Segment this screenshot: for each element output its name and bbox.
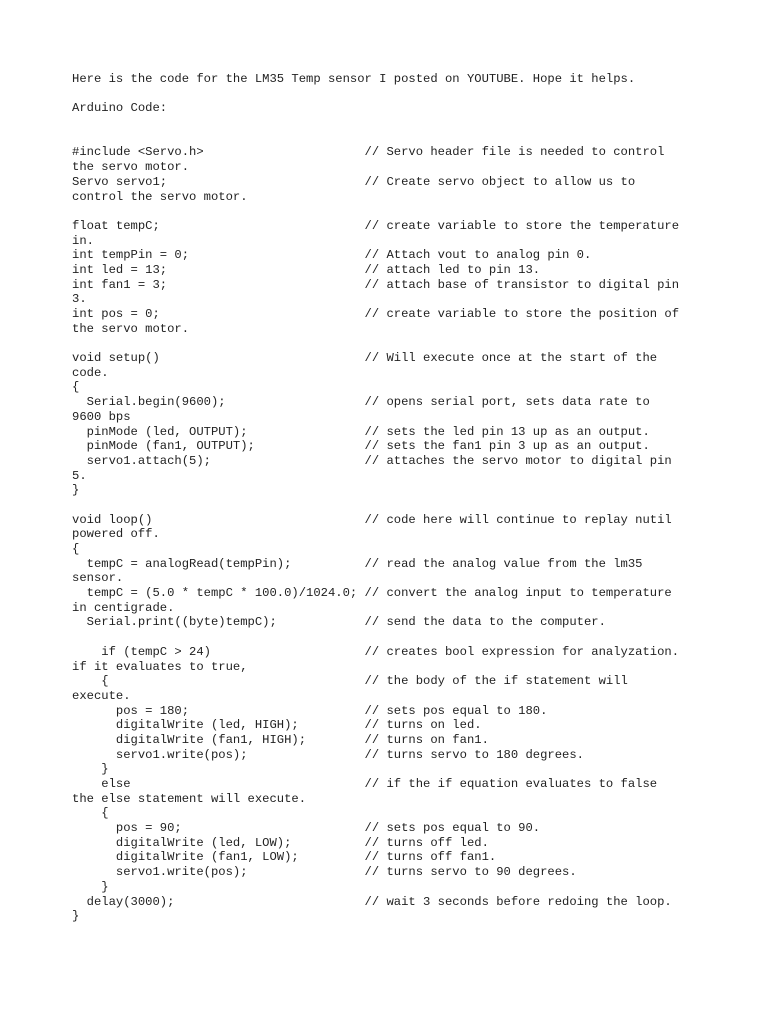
text-line: sensor.: [72, 571, 124, 586]
text-line: 5.: [72, 468, 87, 483]
text-line: control the servo motor.: [72, 189, 248, 204]
text-line: tempC = (5.0 * tempC * 100.0)/1024.0; // convert the analog input to temperature: [72, 586, 672, 601]
text-line: digitalWrite (led, LOW); // turns off led.: [72, 835, 489, 850]
text-line: float tempC; // create variable to store the temperature: [72, 218, 680, 233]
blank-line: [72, 131, 752, 146]
text-line: { // the body of the if statement will: [72, 674, 628, 689]
text-line: servo1.write(pos); // turns servo to 90 degrees.: [72, 865, 577, 880]
text-line: code.: [72, 365, 109, 380]
text-line: pinMode (fan1, OUTPUT); // sets the fan1 pin 3 up as an output.: [72, 439, 650, 454]
text-line: digitalWrite (fan1, HIGH); // turns on fan1.: [72, 732, 489, 747]
text-line: tempC = analogRead(tempPin); // read the analog value from the lm35: [72, 556, 643, 571]
text-line: powered off.: [72, 527, 160, 542]
text-line: void setup() // Will execute once at the start of the: [72, 351, 658, 366]
text-line: int pos = 0; // create variable to store the position of: [72, 307, 680, 321]
text-line: {: [72, 380, 80, 395]
document-body: [72, 72, 752, 924]
text-line: the servo motor.: [72, 160, 190, 175]
text-line: execute.: [72, 688, 131, 703]
text-line: {: [72, 542, 80, 556]
text-line: pos = 90; // sets pos equal to 90.: [72, 821, 541, 836]
text-line: servo1.write(pos); // turns servo to 180 degrees.: [72, 747, 584, 762]
text-line: digitalWrite (fan1, LOW); // turns off fan1.: [72, 850, 497, 865]
text-line: Arduino Code:: [72, 101, 168, 116]
text-line: pos = 180; // sets pos equal to 180.: [72, 703, 548, 718]
text-line: servo1.attach(5); // attaches the servo motor to digital pin: [72, 453, 672, 468]
text-line: void loop() // code here will continue to replay nutil: [72, 512, 672, 527]
text-line: 9600 bps: [72, 409, 131, 424]
text-line: digitalWrite (led, HIGH); // turns on led.: [72, 718, 482, 733]
text-line: Servo servo1; // Create servo object to allow us to: [72, 174, 636, 189]
text-line: int led = 13; // attach led to pin 13.: [72, 262, 541, 277]
text-line: if (tempC > 24) // creates bool expression for analyzation.: [72, 644, 680, 659]
text-line: int tempPin = 0; // Attach vout to analog pin 0.: [72, 248, 592, 263]
text-line: else // if the if equation evaluates to false: [72, 777, 658, 791]
text-line: Here is the code for the LM35 Temp sensor I posted on YOUTUBE. Hope it helps.: [72, 72, 636, 86]
text-line: Serial.begin(9600); // opens serial port, sets data rate to: [72, 395, 650, 410]
text-line: in centigrade.: [72, 600, 175, 615]
text-line: int fan1 = 3; // attach base of transistor to digital pin: [72, 277, 680, 292]
text-line: }: [72, 762, 109, 777]
blank-line: [72, 204, 752, 219]
text-line: }: [72, 879, 109, 894]
blank-line: [72, 116, 752, 131]
text-line: }: [72, 909, 80, 924]
text-line: }: [72, 483, 80, 498]
text-line: {: [72, 806, 109, 821]
text-line: in.: [72, 233, 94, 248]
blank-line: [72, 630, 752, 645]
blank-line: [72, 87, 752, 102]
text-line: Serial.print((byte)tempC); // send the data to the computer.: [72, 615, 606, 630]
text-line: #include <Servo.h> // Servo header file is needed to control: [72, 145, 665, 160]
blank-line: [72, 498, 752, 513]
text-line: pinMode (led, OUTPUT); // sets the led pin 13 up as an output.: [72, 424, 650, 439]
text-line: the else statement will execute.: [72, 791, 307, 806]
blank-line: [72, 336, 752, 351]
text-line: delay(3000); // wait 3 seconds before redoing the loop.: [72, 894, 672, 909]
text-line: if it evaluates to true,: [72, 659, 248, 674]
text-line: 3.: [72, 292, 87, 307]
text-line: the servo motor.: [72, 321, 190, 336]
